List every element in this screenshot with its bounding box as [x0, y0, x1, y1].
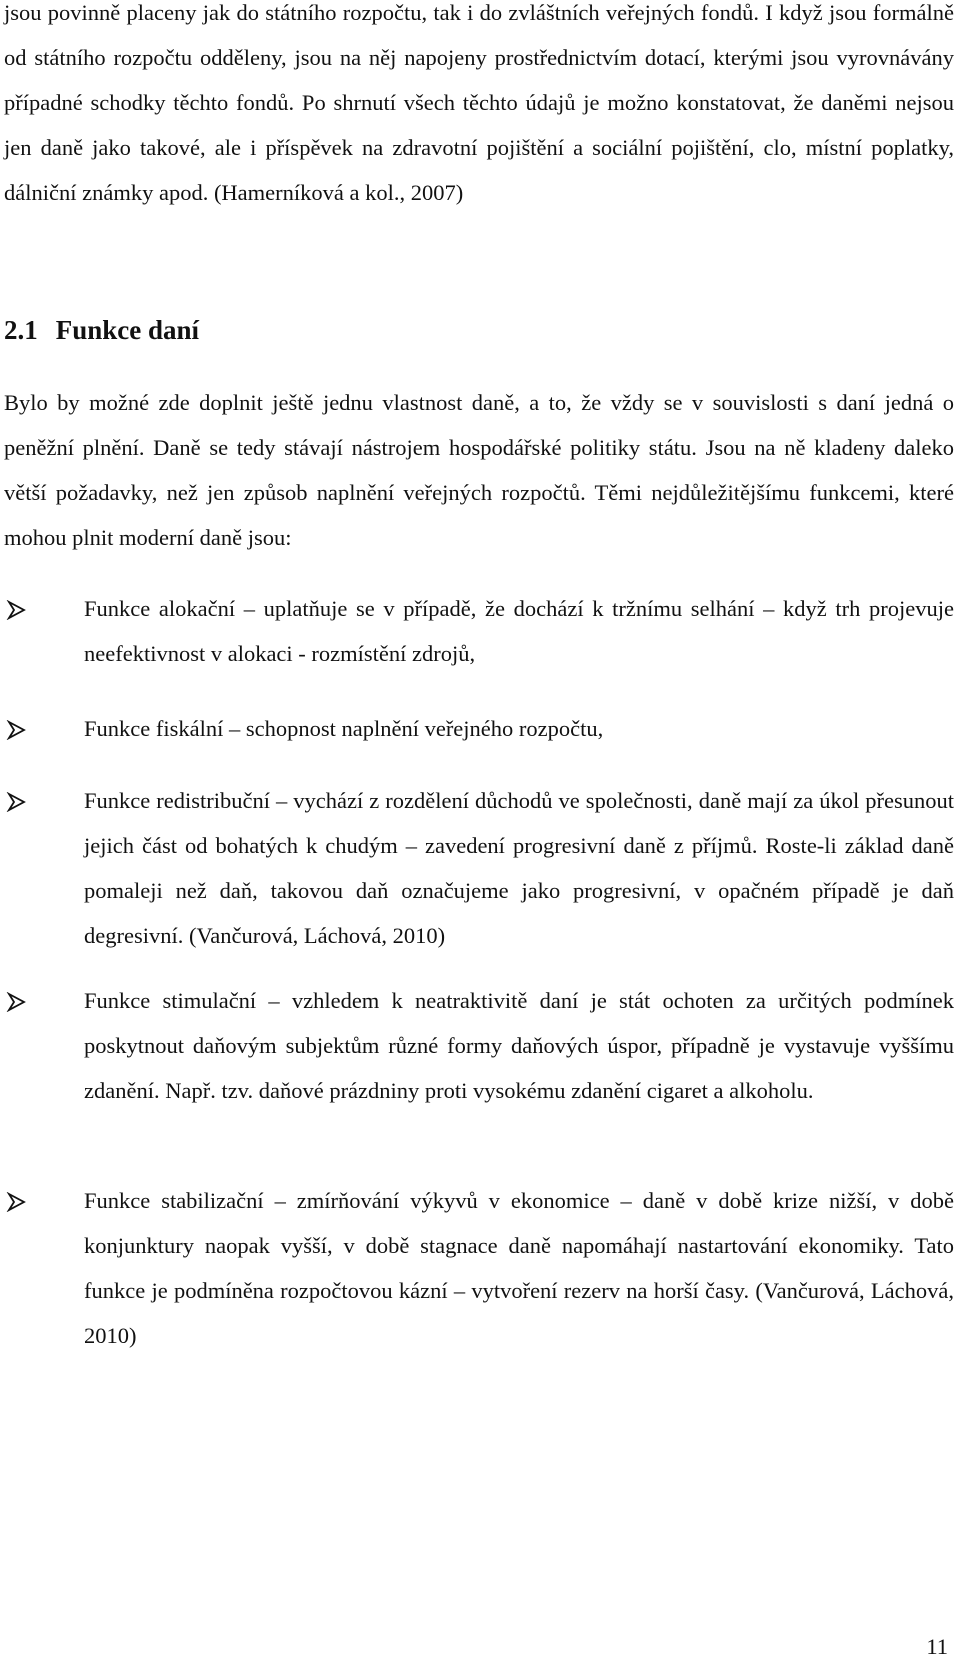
list-item-text: Funkce stimulační – vzhledem k neatraktivitě daní je stát ochoten za určitých podmínek poskytnout daňovým subjektům různé formy daňových úspor, případně je vystavuje vyššímu zdanění. Např. tzv. daňové prázdniny proti vysokému zdanění cigaret a alkoholu.	[84, 988, 954, 1103]
section-number: 2.1	[4, 315, 38, 345]
list-item-text: Funkce stabilizační – zmírňování výkyvů v ekonomice – daně v době krize nižší, v době konjunktury naopak vyšší, v době stagnace daně napomáhají nastartování ekonomiky. Tato funkce je podmíněna rozpočtovou kázní – vytvoření rezerv na horší časy. (Vančurová, Láchová, 2010)	[84, 1188, 954, 1348]
section-heading	[4, 310, 199, 350]
arrowhead-bullet-icon	[6, 992, 26, 1012]
section-title: Funkce daní	[55, 315, 200, 345]
list-item-text: Funkce alokační – uplatňuje se v případě, že dochází k tržnímu selhání – když trh projevuje neefektivnost v alokaci - rozmístění zdrojů,	[84, 596, 954, 666]
intro-paragraph: jsou povinně placeny jak do státního rozpočtu, tak i do zvláštních veřejných fondů. I když jsou formálně od státního rozpočtu odděleny, jsou na něj napojeny prostřednictvím dotací, kterými jsou vyrovnávány případné schodky těchto fondů. Po shrnutí všech těchto údajů je možno konstatovat, že daněmi nejsou jen daně jako takové, ale i příspěvek na zdravotní pojištění a sociální pojištění, clo, místní poplatky, dálniční známky apod. (Hamerníková a kol., 2007)	[4, 0, 954, 205]
arrowhead-bullet-icon	[6, 792, 26, 812]
page-number: 11	[926, 1634, 948, 1659]
arrowhead-bullet-icon	[6, 600, 26, 620]
section-paragraph: Bylo by možné zde doplnit ještě jednu vlastnost daně, a to, že vždy se v souvislosti s daní jedná o peněžní plnění. Daně se tedy stávají nástrojem hospodářské politiky státu. Jsou na ně kladeny daleko větší požadavky, než jen způsob naplnění veřejných rozpočtů. Těmi nejdůležitějšímu funkcemi, které mohou plnit moderní daně jsou:	[4, 390, 954, 550]
arrowhead-bullet-icon	[6, 720, 26, 740]
list-item-text: Funkce fiskální – schopnost naplnění veřejného rozpočtu,	[84, 716, 604, 741]
list-item-text: Funkce redistribuční – vychází z rozdělení důchodů ve společnosti, daně mají za úkol přesunout jejich část od bohatých k chudým – zavedení progresivní daně z příjmů. Roste-li základ daně pomaleji než daň, takovou daň označujeme jako progresivní, v opačném případě je daň degresivní. (Vančurová, Láchová, 2010)	[84, 788, 954, 948]
arrowhead-bullet-icon	[6, 1192, 26, 1212]
